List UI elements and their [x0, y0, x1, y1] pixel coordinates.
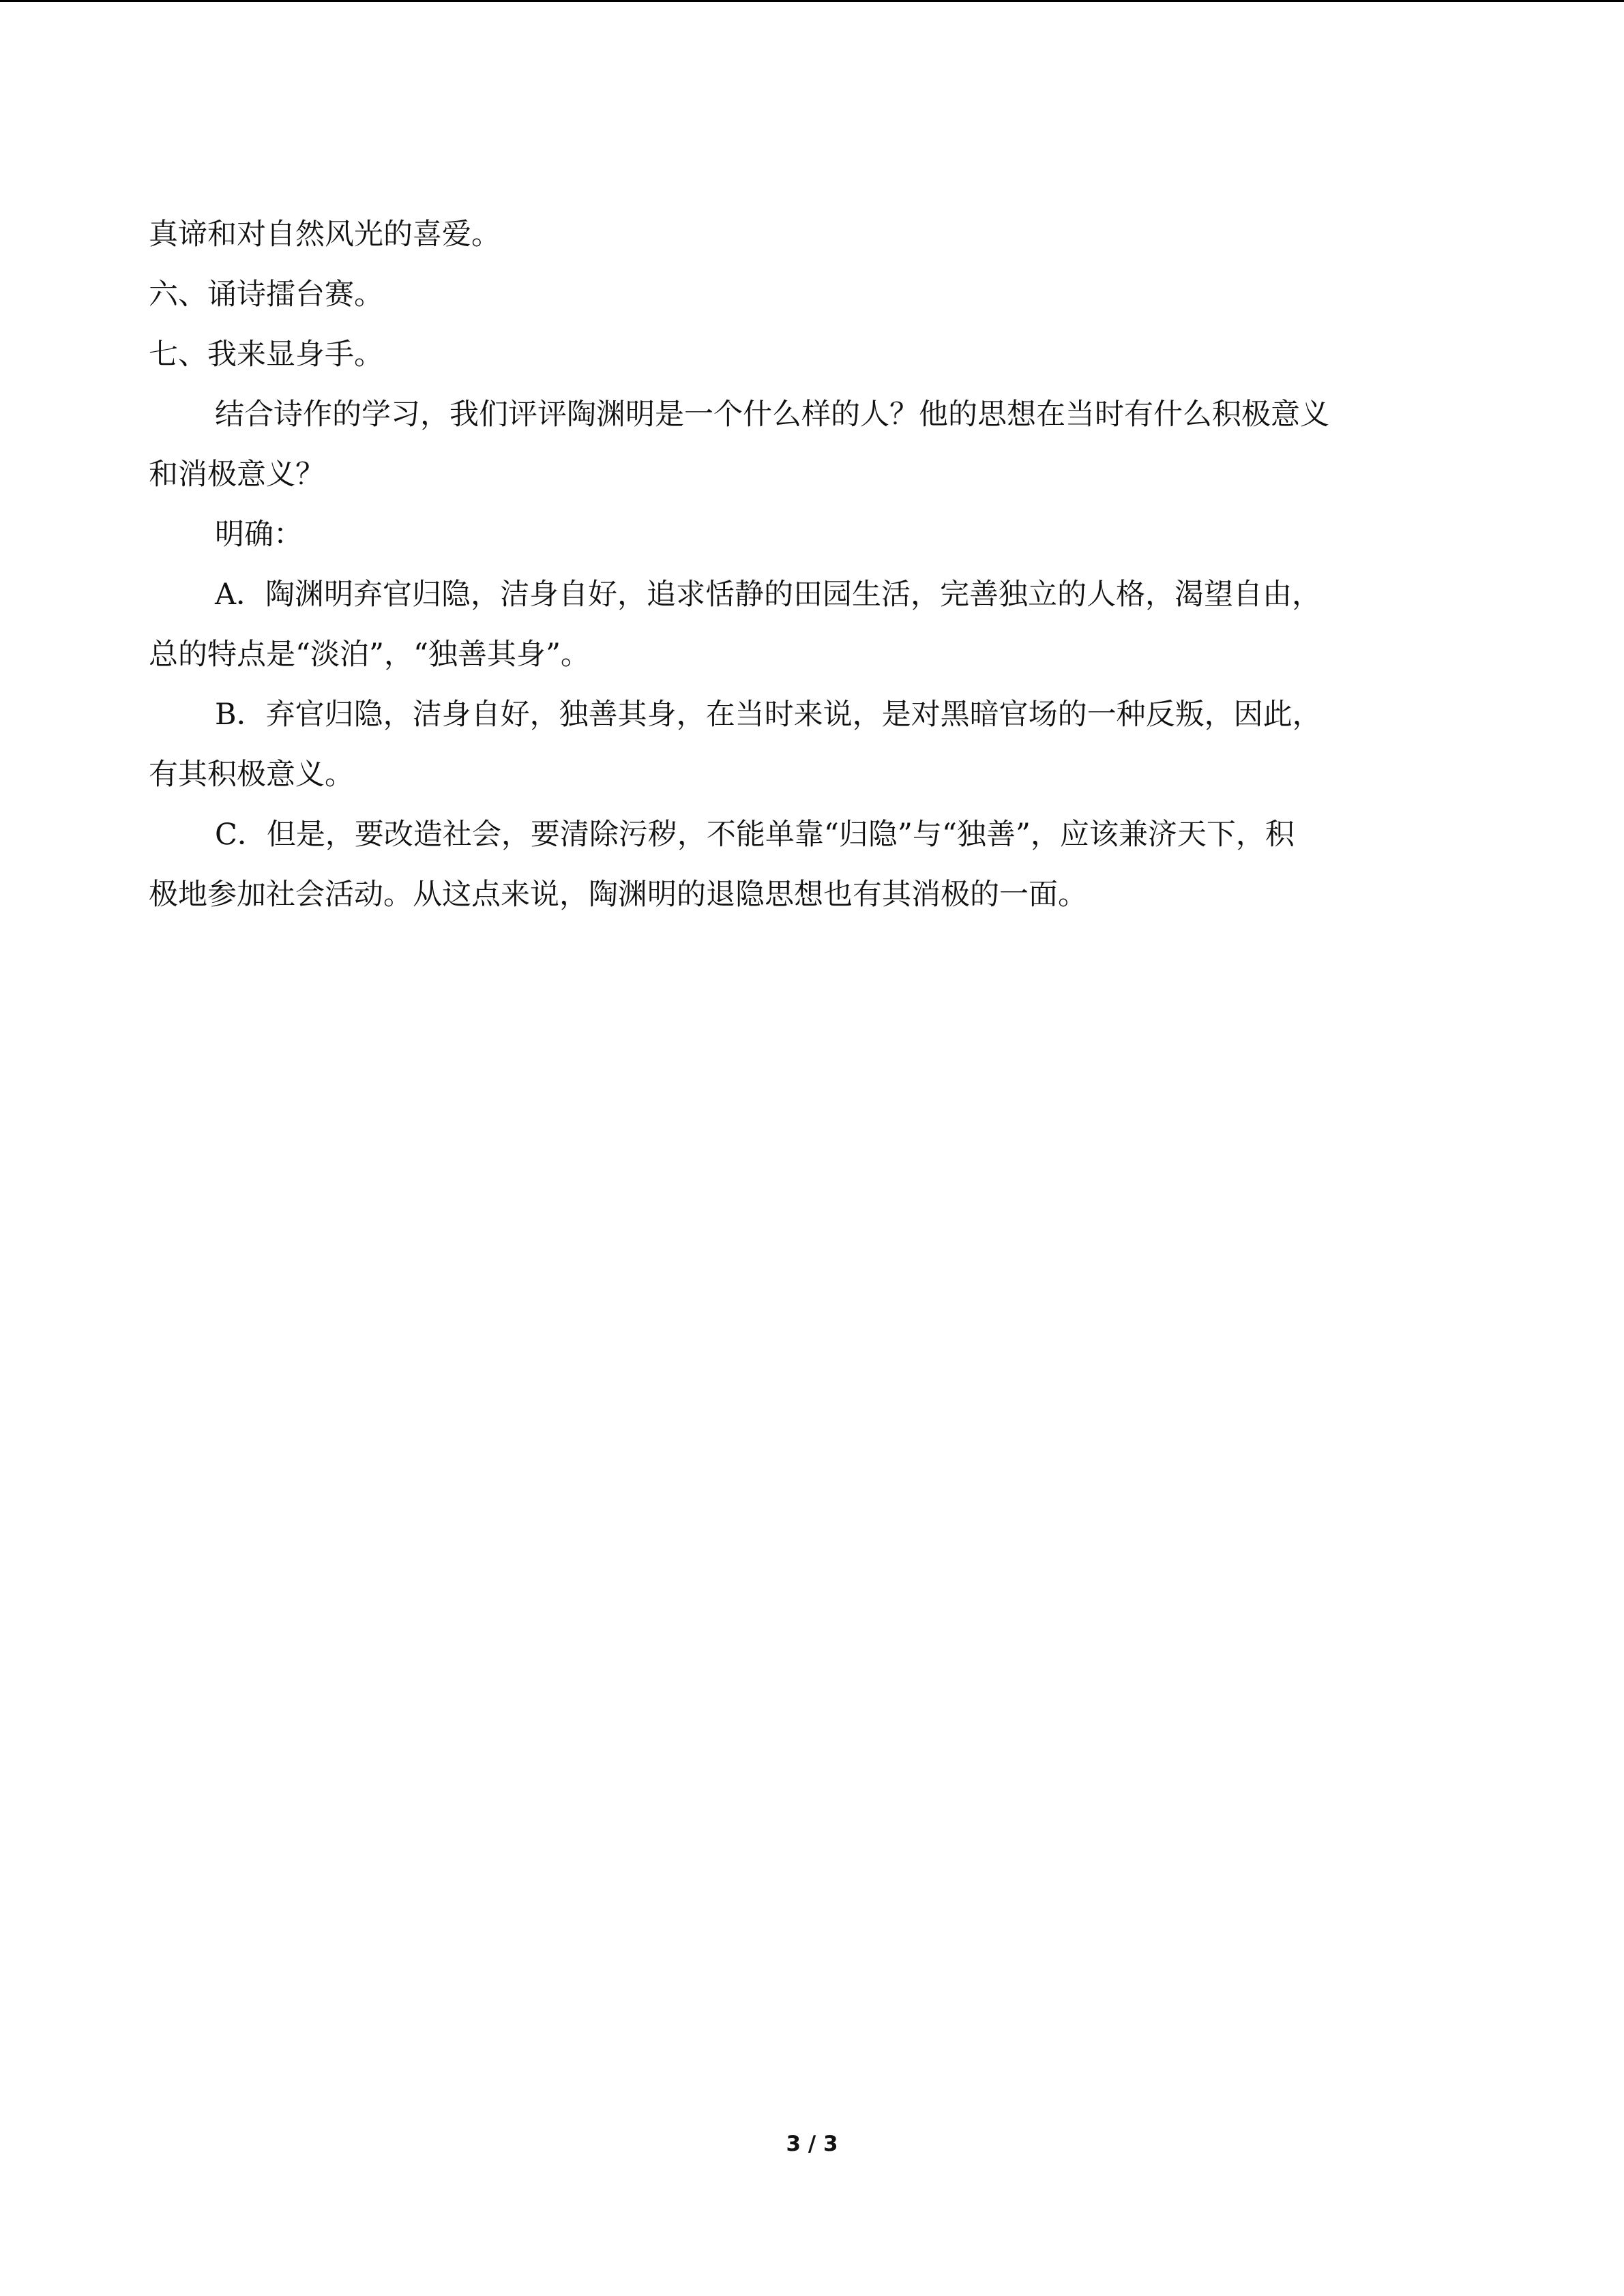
section-heading-6: 六、诵诗擂台赛。	[149, 278, 383, 312]
page-top-border	[0, 0, 1624, 2]
paragraph-line: 真谛和对自然风光的喜爱。	[149, 218, 501, 252]
answer-label: 明确：	[215, 518, 303, 552]
answer-b-line-1: B．弃官归隐，洁身自好，独善其身，在当时来说，是对黑暗官场的一种反叛，因此，	[215, 698, 1322, 732]
answer-a-line-2: 总的特点是“淡泊”，“独善其身”。	[149, 638, 590, 672]
section-heading-7: 七、我来显身手。	[149, 338, 383, 372]
question-line-1: 结合诗作的学习，我们评评陶渊明是一个什么样的人？他的思想在当时有什么积极意义	[215, 398, 1329, 432]
answer-c-line-1: C．但是，要改造社会，要清除污秽，不能单靠“归隐”与“独善”，应该兼济天下，积	[215, 818, 1295, 852]
answer-b-line-2: 有其积极意义。	[149, 758, 354, 792]
answer-a-line-1: A．陶渊明弃官归隐，洁身自好，追求恬静的田园生活，完善独立的人格，渴望自由，	[215, 578, 1322, 612]
question-line-2: 和消极意义？	[149, 458, 325, 492]
page-number: 3 / 3	[786, 2132, 838, 2156]
answer-c-line-2: 极地参加社会活动。从这点来说，陶渊明的退隐思想也有其消极的一面。	[149, 878, 1087, 912]
document-body	[149, 205, 1472, 925]
